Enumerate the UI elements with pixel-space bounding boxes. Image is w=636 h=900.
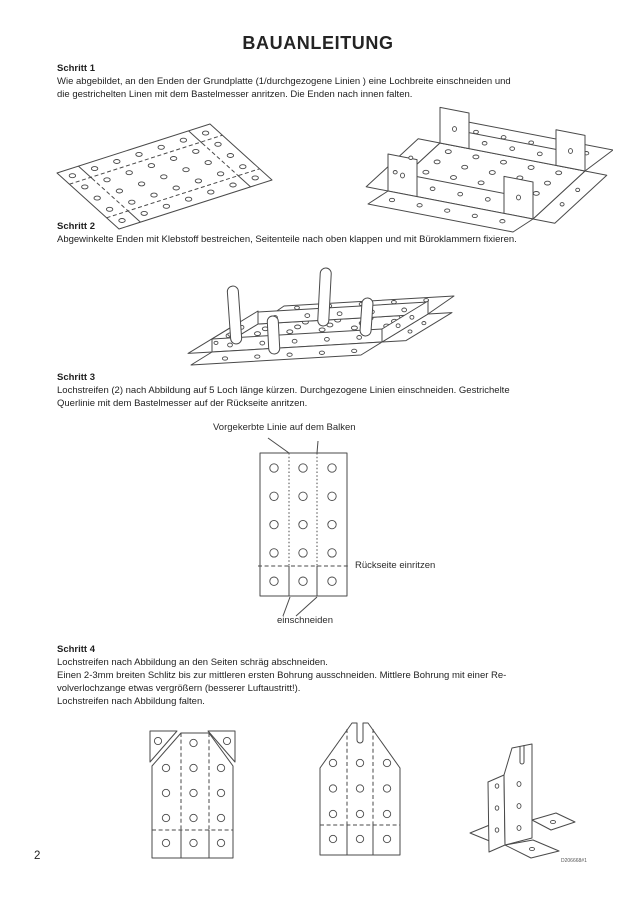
hole — [472, 214, 477, 217]
hole — [396, 324, 400, 328]
hole — [217, 789, 224, 796]
hole — [495, 828, 499, 832]
hole — [163, 204, 169, 208]
hole — [299, 549, 307, 557]
hole — [305, 314, 310, 318]
figure-strip-corner-cut — [145, 726, 240, 860]
hole — [383, 785, 390, 792]
tab-hole — [401, 173, 405, 178]
hole — [228, 343, 233, 347]
hole — [299, 520, 307, 528]
hole — [528, 166, 534, 170]
hole — [222, 357, 227, 360]
step-4-line-3: volverlochzange etwas vergrößern (besserer Luftaustritt!). — [57, 683, 301, 694]
step-4-heading: Schritt 4 — [57, 644, 96, 655]
hole — [551, 820, 556, 823]
figure-box-with-clips — [185, 256, 455, 370]
label-prescored-line: Vorgekerbte Linie auf dem Balken — [213, 422, 356, 433]
hole — [533, 192, 539, 196]
hole — [299, 464, 307, 472]
hole — [462, 165, 468, 169]
hole — [227, 154, 233, 158]
tab-hole — [453, 127, 457, 132]
hole — [329, 785, 336, 792]
hole — [389, 198, 394, 201]
hole — [205, 161, 211, 165]
hole — [161, 175, 167, 179]
hole — [352, 349, 357, 352]
hole — [458, 192, 463, 196]
hole — [356, 759, 363, 766]
figure-strip-folded — [465, 730, 590, 865]
hole — [260, 341, 265, 345]
hole — [473, 155, 479, 159]
hole — [489, 171, 495, 175]
figure-strip-slit — [315, 718, 405, 858]
page-title: BAUANLEITUNG — [242, 33, 394, 53]
hole — [474, 130, 479, 133]
paper-clip — [317, 268, 331, 326]
hole — [270, 464, 278, 472]
hole — [217, 814, 224, 821]
hole — [337, 312, 342, 316]
step-3-heading: Schritt 3 — [57, 372, 96, 383]
hole — [383, 810, 390, 817]
tab-hole — [517, 195, 521, 200]
hole — [255, 332, 261, 336]
hole — [478, 181, 484, 185]
hole — [401, 173, 405, 178]
step-4-line-2: Einen 2-3mm breiten Schlitz bis zur mittleren ersten Bohrung ausschneiden. Mittlere Bohrung mit einer Re- — [57, 670, 507, 681]
hole — [351, 326, 357, 330]
hole — [319, 328, 325, 332]
hole — [104, 178, 110, 182]
hole — [328, 464, 336, 472]
hole — [151, 193, 157, 197]
hole — [114, 160, 120, 164]
hole — [410, 315, 414, 319]
hole — [325, 337, 330, 341]
hole — [423, 170, 429, 174]
hole — [270, 492, 278, 500]
hole — [94, 196, 100, 200]
hole — [292, 339, 297, 343]
flap-hole — [551, 820, 556, 823]
step-1-section — [57, 62, 581, 101]
hole — [319, 351, 324, 354]
figure-grundplatte-folded — [363, 106, 613, 234]
hole — [501, 160, 507, 164]
hole — [485, 198, 490, 202]
hole — [357, 336, 362, 340]
hole — [126, 171, 132, 175]
hole — [91, 167, 97, 171]
hole — [162, 764, 169, 771]
hole — [422, 322, 426, 325]
hole — [223, 737, 230, 744]
hole — [129, 200, 135, 204]
flap-hole — [530, 847, 535, 850]
hole — [287, 330, 293, 334]
hole — [517, 826, 521, 831]
hole — [270, 520, 278, 528]
hole — [295, 325, 301, 329]
hole — [329, 810, 336, 817]
hole — [270, 577, 278, 585]
figure-lochstreifen-diagram — [200, 420, 460, 635]
hole — [495, 806, 499, 810]
hole — [208, 190, 214, 194]
hole — [299, 577, 307, 585]
hole — [162, 814, 169, 821]
pointer-line — [268, 438, 289, 453]
top-middle-hole — [190, 739, 197, 746]
hole — [569, 149, 573, 154]
hole — [217, 764, 224, 771]
hole — [517, 804, 521, 809]
hole — [173, 186, 179, 190]
step-4-section — [57, 643, 581, 708]
hole — [445, 209, 450, 212]
hole — [329, 835, 336, 842]
hole — [183, 168, 189, 172]
hole — [116, 189, 122, 193]
step-2-heading: Schritt 2 — [57, 221, 96, 232]
triangle-hole — [223, 737, 230, 744]
hole — [328, 520, 336, 528]
hole — [408, 330, 412, 333]
hole — [180, 138, 186, 142]
hole — [393, 171, 397, 174]
hole — [356, 785, 363, 792]
hole — [383, 835, 390, 842]
hole — [576, 188, 580, 191]
hole — [530, 847, 535, 850]
hole — [299, 492, 307, 500]
hole — [329, 759, 336, 766]
hole — [287, 353, 292, 356]
hole — [383, 759, 390, 766]
hole — [190, 839, 197, 846]
hole — [190, 789, 197, 796]
step-1-line-2: die gestrichelten Linen mit dem Bastelmesser anritzen. Die Enden nach innen falten. — [57, 89, 413, 100]
hole — [430, 187, 435, 191]
hole — [185, 197, 191, 201]
hole — [154, 737, 161, 744]
hole — [270, 549, 278, 557]
hole — [501, 136, 506, 139]
paper-clip — [360, 298, 374, 337]
pointer-line — [317, 441, 318, 453]
hole — [451, 176, 457, 180]
hole — [214, 341, 218, 344]
hole — [195, 179, 201, 183]
hole — [255, 355, 260, 358]
step-2-line-1: Abgewinkelte Enden mit Klebstoff bestreichen, Seitenteile nach oben klappen und mit Büroklammern fixieren. — [57, 234, 517, 245]
hole — [158, 145, 164, 149]
hole — [356, 835, 363, 842]
hole — [537, 152, 542, 156]
hole — [193, 149, 199, 153]
step-3-line-2: Querlinie mit dem Bastelmesser auf der Rückseite anritzen. — [57, 398, 308, 409]
hole — [190, 739, 197, 746]
triangle-hole — [154, 737, 161, 744]
hole — [545, 181, 551, 185]
step-4-line-4: Lochstreifen nach Abbildung falten. — [57, 696, 205, 707]
hole — [328, 577, 336, 585]
hole — [162, 789, 169, 796]
hole — [217, 172, 223, 176]
hole — [328, 492, 336, 500]
pointer-line — [283, 597, 290, 616]
hole — [529, 141, 534, 144]
hole — [402, 308, 407, 312]
hole — [328, 549, 336, 557]
hole — [148, 164, 154, 168]
hole — [560, 203, 564, 206]
page-number: 2 — [34, 850, 41, 862]
hole — [217, 839, 224, 846]
step-4-line-1: Lochstreifen nach Abbildung an den Seiten schräg abschneiden. — [57, 657, 328, 668]
figure-grundplatte-flat — [50, 112, 310, 234]
hole — [252, 176, 258, 180]
hole — [356, 810, 363, 817]
hole — [69, 174, 75, 178]
hole — [106, 207, 112, 211]
hole — [510, 147, 515, 151]
hole — [170, 157, 176, 161]
hole — [138, 182, 144, 186]
hole — [556, 171, 562, 175]
hole — [82, 185, 88, 189]
step-3-section — [57, 371, 581, 410]
hole — [417, 204, 422, 207]
hole — [517, 195, 521, 200]
hole — [190, 814, 197, 821]
document-code: D206668#1 — [561, 858, 587, 864]
step-3-line-1: Lochstreifen (2) nach Abbildung auf 5 Loch länge kürzen. Durchgezogene Linien einschneiden. Gestrichelte — [57, 385, 510, 396]
paper-clip — [267, 316, 280, 355]
step-1-line-1: Wie abgebildet, an den Enden der Grundplatte (1/durchgezogene Linien ) eine Lochbreite einschneiden und — [57, 76, 511, 87]
step-1-heading: Schritt 1 — [57, 63, 96, 74]
hole — [482, 142, 487, 146]
hole — [392, 301, 397, 304]
label-cut-in: einschneiden — [277, 615, 333, 626]
hole — [136, 152, 142, 156]
pointer-line — [296, 597, 317, 616]
hole — [190, 764, 197, 771]
hole — [434, 160, 440, 164]
hole — [453, 127, 457, 132]
hole — [202, 131, 208, 135]
label-score-back: Rückseite einritzen — [355, 560, 436, 571]
hole — [162, 839, 169, 846]
step-2-section — [57, 220, 581, 246]
hole — [517, 782, 521, 787]
hole — [445, 150, 451, 154]
hole — [215, 142, 221, 146]
tab-hole — [569, 149, 573, 154]
hole — [141, 211, 147, 215]
hole — [230, 183, 236, 187]
hole — [409, 156, 413, 159]
hole-grid — [270, 464, 336, 586]
hole — [240, 165, 246, 169]
hole — [295, 306, 300, 309]
hole — [495, 784, 499, 788]
